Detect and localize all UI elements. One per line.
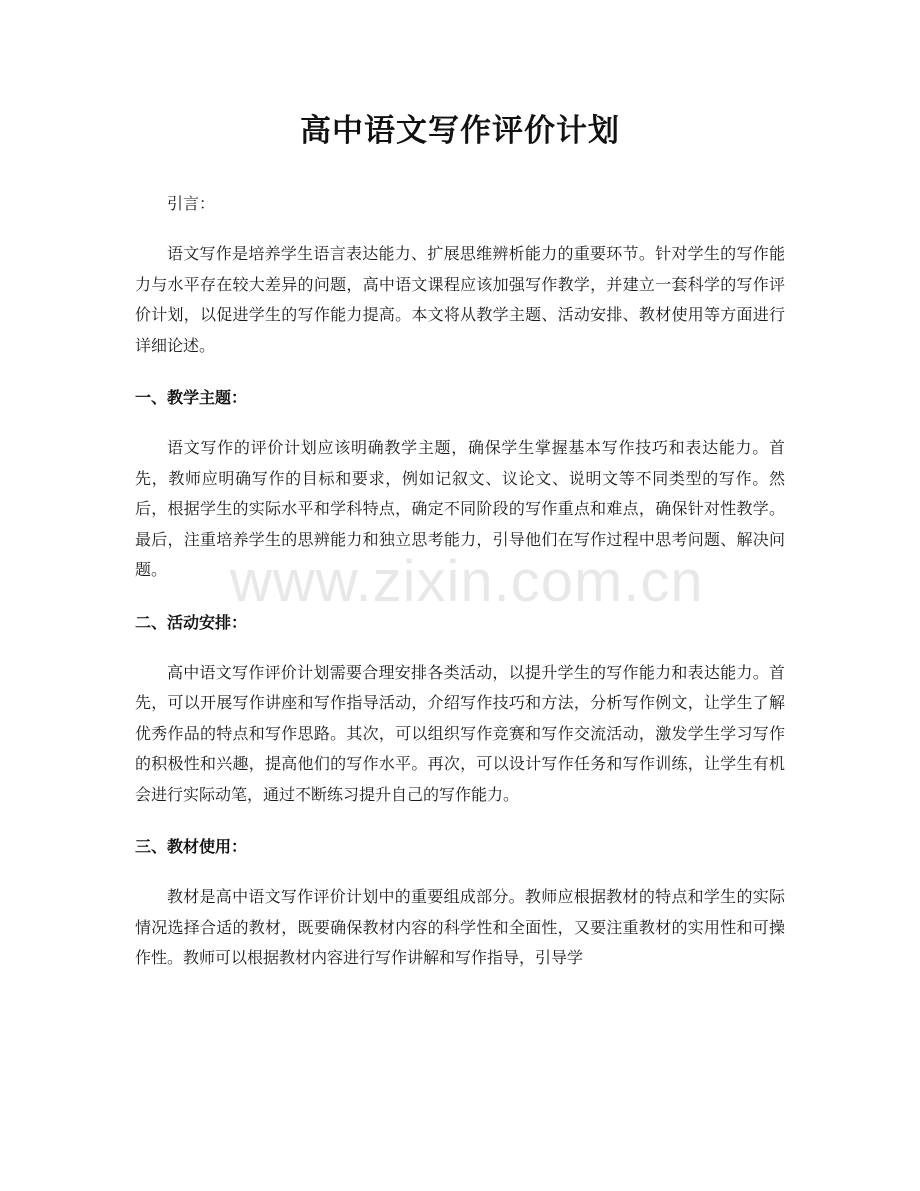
intro-paragraph: 语文写作是培养学生语言表达能力、扩展思维辨析能力的重要环节。针对学生的写作能力与水平存在较大差异的问题，高中语文课程应该加强写作教学，并建立一套科学的写作评价计划，以促进学生的写作能力提高。本文将从教学主题、活动安排、教材使用等方面进行详细论述。 [135,244,785,355]
section-paragraph-activity-arrangement: 高中语文写作评价计划需要合理安排各类活动，以提升学生的写作能力和表达能力。首先，可以开展写作讲座和写作指导活动，介绍写作技巧和方法，分析写作例文，让学生了解优秀作品的特点和写作思路。其次，可以组织写作竞赛和写作交流活动，激发学生学习写作的积极性和兴趣，提高他们的写作水平。再次，可以设计写作任务和写作训练，让学生有机会进行实际动笔，通过不断练习提升自己的写作能力。 [135,662,785,804]
section-paragraph-textbook-use: 教材是高中语文写作评价计划中的重要组成部分。教师应根据教材的特点和学生的实际情况选择合适的教材，既要确保教材内容的科学性和全面性，又要注重教材的实用性和可操作性。教师可以根据教材内容进行写作讲解和写作指导，引导学 [135,887,785,967]
document-body [135,105,785,974]
watermark: www.zixin.com.cn [230,549,704,614]
section-heading-activity-arrangement: 二、活动安排： [135,612,248,632]
intro-label: 引言： [167,194,216,213]
section-paragraph-teaching-theme: 语文写作的评价计划应该明确教学主题，确保学生掌握基本写作技巧和表达能力。首先，教师应明确写作的目标和要求，例如记叙文、议论文、说明文等不同类型的写作。然后，根据学生的实际水平和学科特点，确定不同阶段的写作重点和难点，确保针对性教学。最后，注重培养学生的思辨能力和独立思考能力，引导他们在写作过程中思考问题、解决问题。 [135,438,785,579]
section-heading-textbook-use: 三、教材使用： [135,837,248,856]
section-heading-teaching-theme: 一、教学主题： [135,388,248,407]
document-title: 高中语文写作评价计划 [300,113,620,149]
